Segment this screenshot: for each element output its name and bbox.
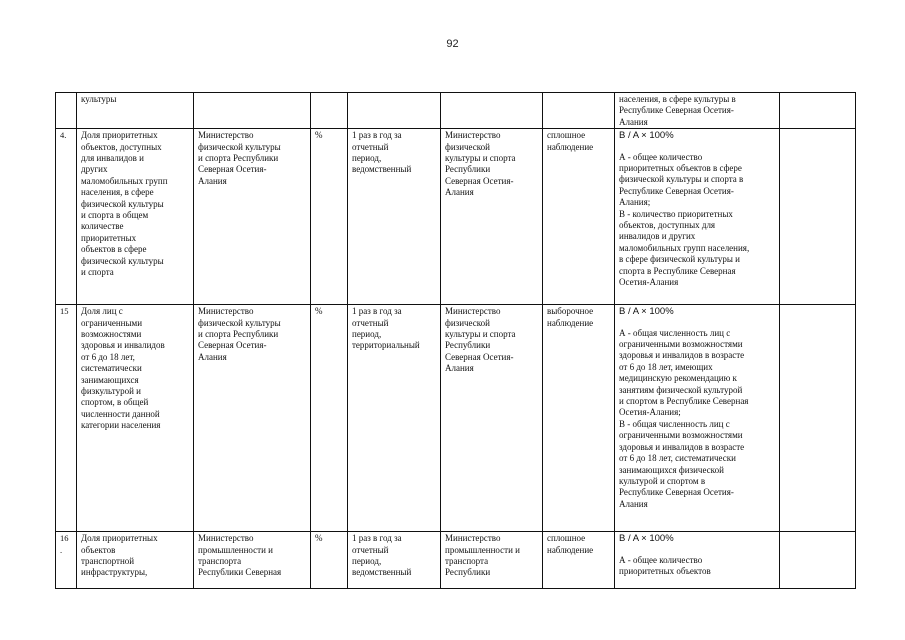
formula: B / A × 100% bbox=[619, 533, 674, 545]
calculation-method bbox=[615, 93, 780, 129]
data-source bbox=[441, 93, 543, 129]
calculation-method bbox=[615, 129, 780, 305]
table-row bbox=[56, 532, 856, 589]
unit: % bbox=[311, 305, 348, 532]
responsible-ministry bbox=[194, 93, 311, 129]
page-number: 92 bbox=[446, 38, 459, 50]
collection-method: выборочное наблюдение bbox=[543, 305, 615, 532]
formula-definitions: А - общее количество приоритетных объектов bbox=[619, 554, 711, 577]
table-row bbox=[56, 93, 856, 129]
indicator-name: Доля приоритетных объектов, доступных для инвалидов и других маломобильных групп населения, в сфере физической культуры и спорта в общем количестве приоритетных объектов в сфере физической культуры и спорта bbox=[77, 129, 194, 305]
indicator-name: культуры bbox=[77, 93, 194, 129]
collection-method: сплошное наблюдение bbox=[543, 532, 615, 589]
formula: B / A × 100% bbox=[619, 130, 674, 142]
data-source: Министерство физической культуры и спорта Республики Северная Осетия- Алания bbox=[441, 305, 543, 532]
table-row bbox=[56, 305, 856, 532]
responsible-ministry: Министерство физической культуры и спорта Республики Северная Осетия- Алания bbox=[194, 305, 311, 532]
notes-cell bbox=[780, 532, 856, 589]
calculation-method bbox=[615, 532, 780, 589]
indicators-table bbox=[55, 92, 856, 589]
unit: % bbox=[311, 532, 348, 589]
formula-definitions: А - общая численность лиц с ограниченными возможностями здоровья и инвалидов в возрасте от 6 до 18 лет, имеющих медицинскую рекомендацию к занятиям физической культурой и спортом в Республике Северная Осетия-Алания; B - общая численность лиц с ограниченными возможностями здоровья и инвалидов в возрасте от 6 до 18 лет, систематически занимающихся физической культурой и спортом в Республике Северная Осетия- Алания bbox=[619, 327, 749, 509]
row-number: 4. bbox=[56, 129, 77, 305]
indicator-name: Доля приоритетных объектов транспортной инфраструктуры, bbox=[77, 532, 194, 589]
row-number: 15 bbox=[56, 305, 77, 532]
responsible-ministry: Министерство промышленности и транспорта Республики Северная bbox=[194, 532, 311, 589]
periodicity: 1 раз в год за отчетный период, ведомственный bbox=[348, 129, 441, 305]
collection-method: сплошное наблюдение bbox=[543, 129, 615, 305]
indicator-name: Доля лиц с ограниченными возможностями здоровья и инвалидов от 6 до 18 лет, систематически занимающихся физкультурой и спортом, в общей численности данной категории населения bbox=[77, 305, 194, 532]
formula-definitions: населения, в сфере культуры в Республике Северная Осетия- Алания bbox=[619, 94, 736, 127]
periodicity: 1 раз в год за отчетный период, ведомственный bbox=[348, 532, 441, 589]
table-row bbox=[56, 129, 856, 305]
periodicity: 1 раз в год за отчетный период, территориальный bbox=[348, 305, 441, 532]
unit bbox=[311, 93, 348, 129]
notes-cell bbox=[780, 129, 856, 305]
periodicity bbox=[348, 93, 441, 129]
notes-cell bbox=[780, 305, 856, 532]
collection-method bbox=[543, 93, 615, 129]
row-number bbox=[56, 93, 77, 129]
data-source: Министерство промышленности и транспорта Республики bbox=[441, 532, 543, 589]
responsible-ministry: Министерство физической культуры и спорта Республики Северная Осетия- Алания bbox=[194, 129, 311, 305]
unit: % bbox=[311, 129, 348, 305]
notes-cell bbox=[780, 93, 856, 129]
calculation-method bbox=[615, 305, 780, 532]
formula: B / A × 100% bbox=[619, 306, 674, 318]
data-source: Министерство физической культуры и спорта Республики Северная Осетия- Алания bbox=[441, 129, 543, 305]
formula-definitions: А - общее количество приоритетных объектов в сфере физической культуры и спорта в Республике Северная Осетия- Алания; B - количество приоритетных объектов, доступных для инвалидов и других маломобильных групп населения, в сфере физической культуры и спорта в Республике Северная Осетия-Алания bbox=[619, 151, 750, 288]
row-number: 16 . bbox=[56, 532, 77, 589]
